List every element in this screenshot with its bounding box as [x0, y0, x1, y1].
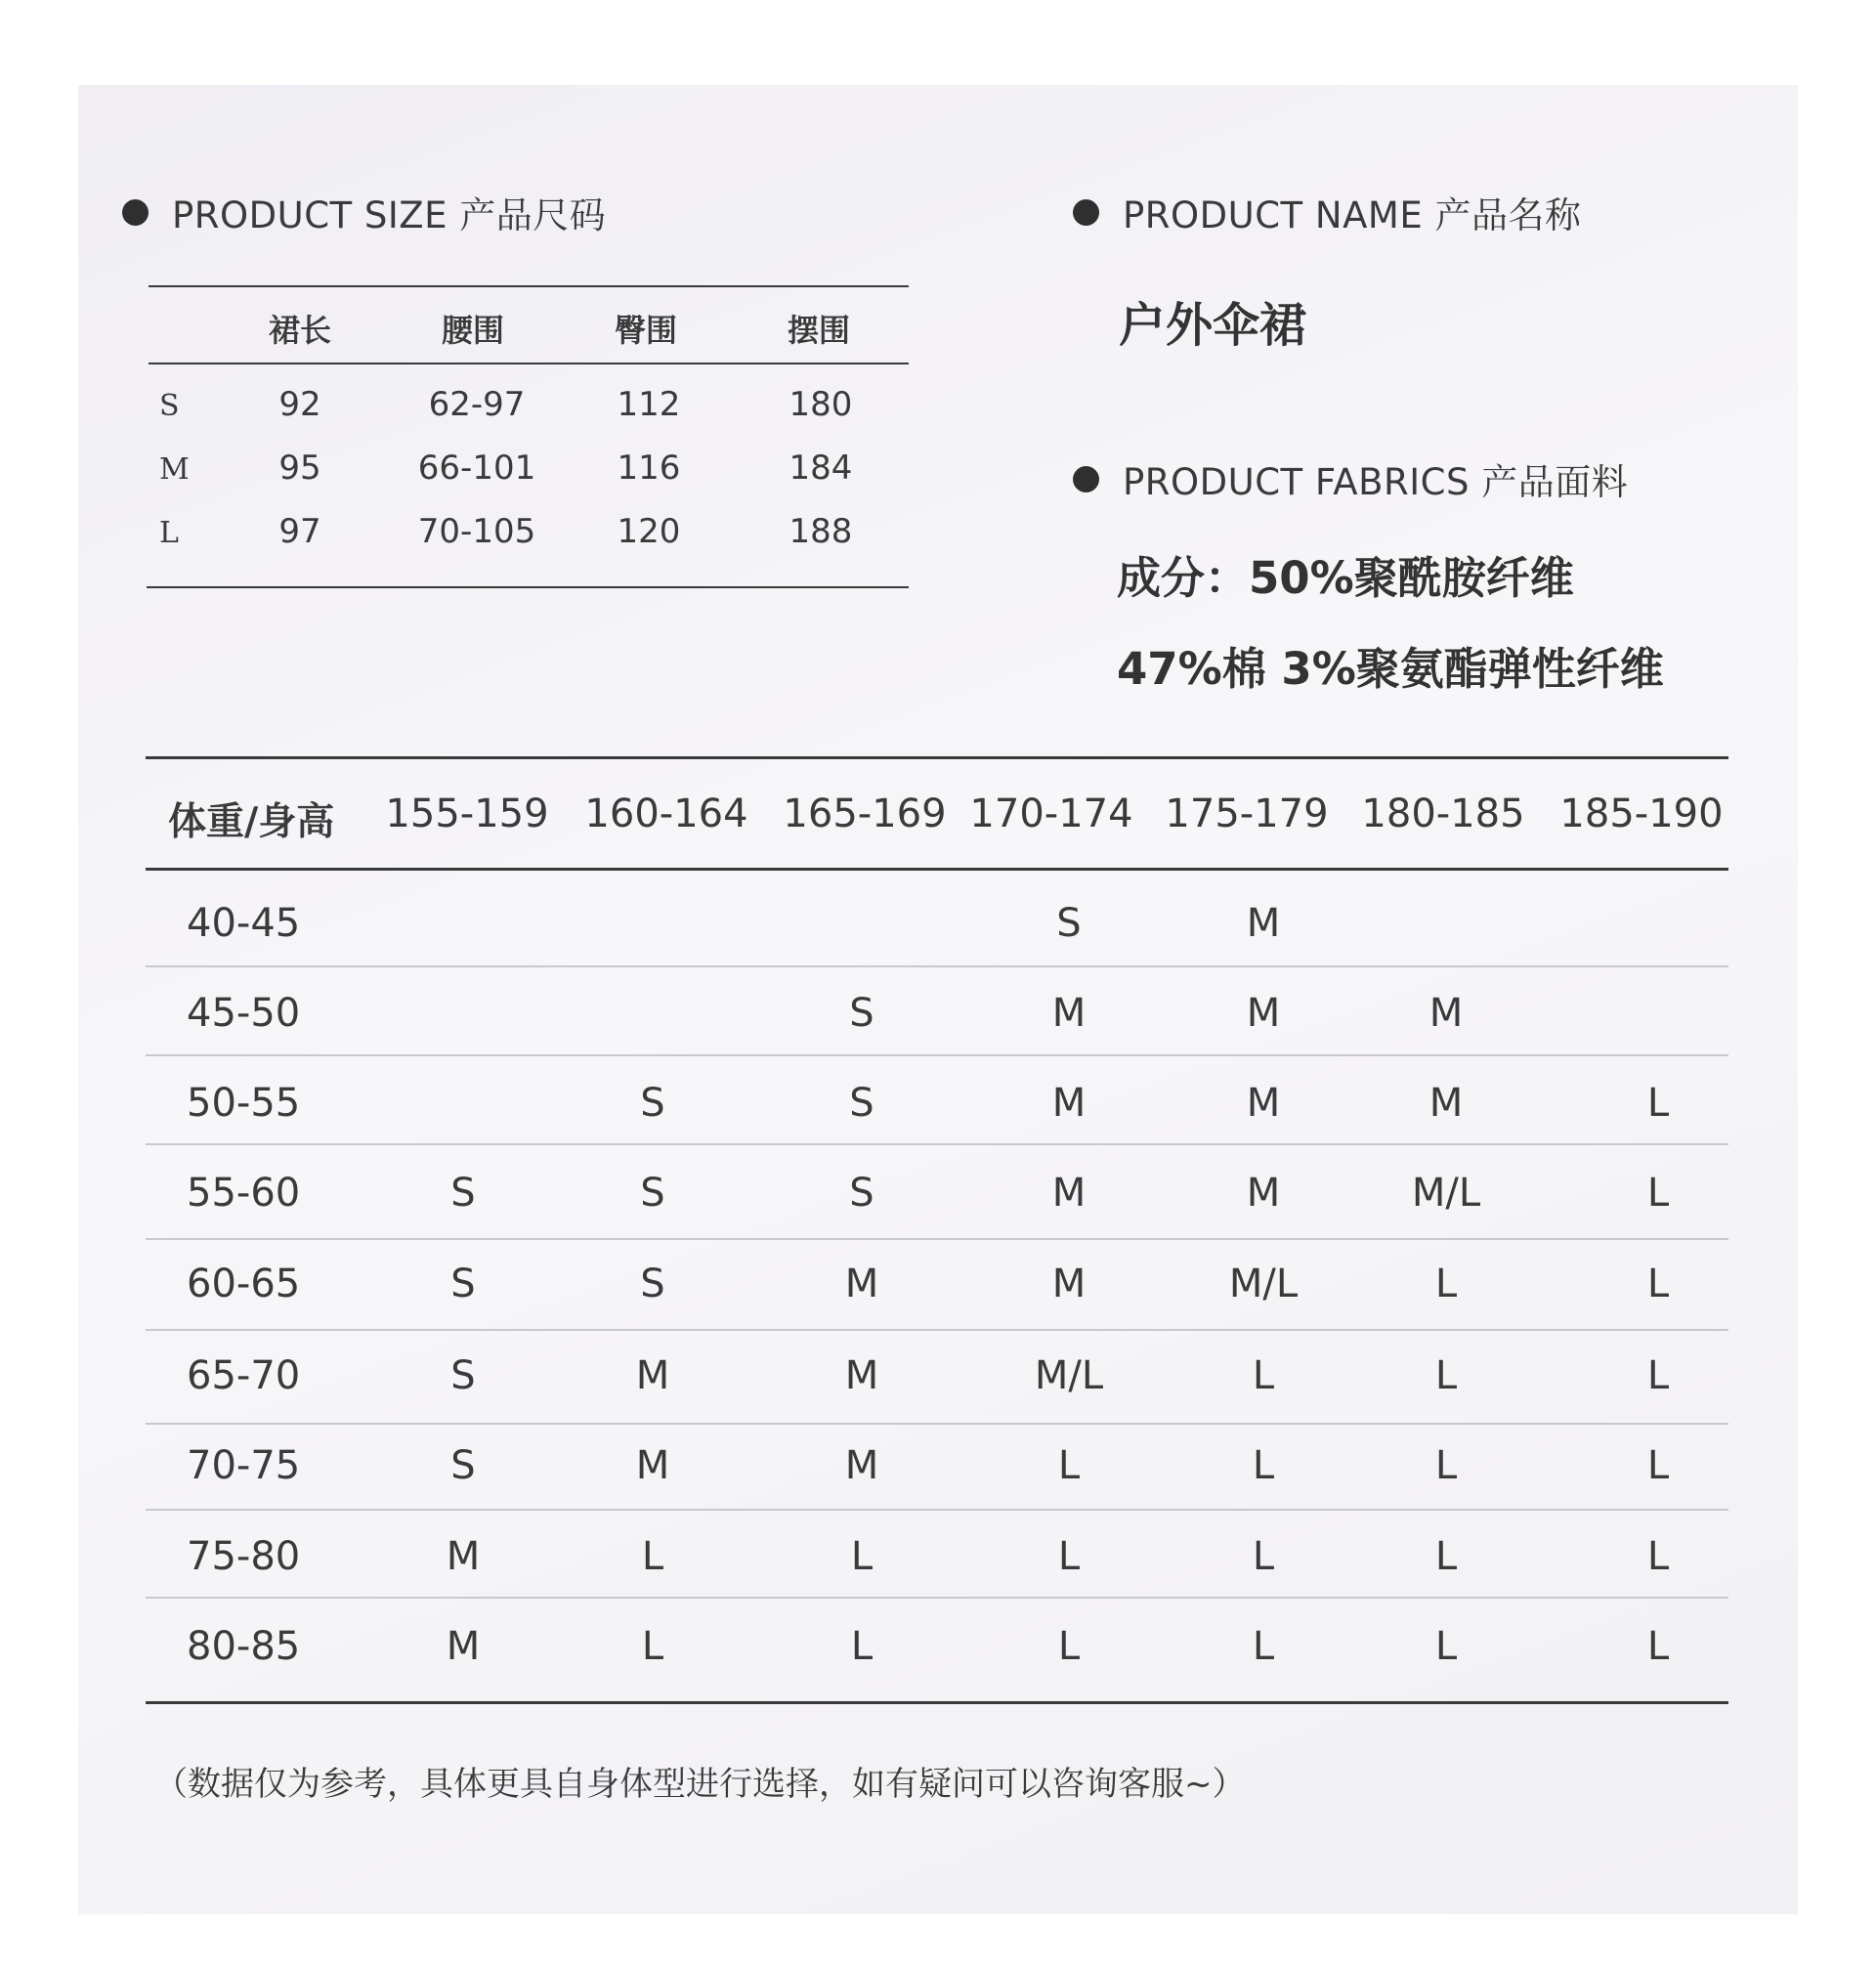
size-recommendation-cell: S — [849, 991, 874, 1036]
size-heading-text: PRODUCT SIZE 产品尺码 — [172, 194, 607, 236]
height-col-header: 175-179 — [1165, 791, 1329, 836]
size-cell: 180 — [789, 385, 853, 424]
size-recommendation-cell: L — [1646, 1443, 1670, 1488]
size-recommendation-cell: S — [849, 1171, 874, 1216]
size-recommendation-cell: M — [635, 1353, 670, 1398]
size-recommendation-cell: L — [1646, 1171, 1670, 1216]
row-divider — [146, 1329, 1728, 1331]
size-table-header-rule — [149, 363, 909, 364]
row-divider — [146, 965, 1728, 967]
size-recommendation-cell: L — [1646, 1624, 1670, 1669]
size-recommendation-cell: S — [450, 1261, 476, 1306]
size-recommendation-cell: L — [1646, 1353, 1670, 1398]
height-col-header: 165-169 — [783, 791, 947, 836]
size-row-label: M — [159, 452, 190, 487]
size-recommendation-cell: L — [1434, 1624, 1458, 1669]
size-cell: 66-101 — [417, 449, 536, 488]
row-divider — [146, 1238, 1728, 1240]
size-recommendation-cell: M/L — [1228, 1261, 1299, 1306]
height-col-header: 155-159 — [385, 791, 549, 836]
size-recommendation-cell: L — [850, 1534, 874, 1579]
row-divider — [146, 1143, 1728, 1145]
size-recommendation-cell: L — [1646, 1534, 1670, 1579]
size-recommendation-cell: L — [641, 1624, 664, 1669]
size-recommendation-cell: M — [1051, 1081, 1087, 1126]
size-cell: 62-97 — [428, 385, 526, 424]
size-recommendation-cell: M — [1051, 991, 1087, 1036]
size-cell: 184 — [789, 449, 853, 488]
recommend-table-header-rule — [146, 868, 1728, 871]
size-recommendation-cell: S — [450, 1171, 476, 1216]
size-col-header: 臀围 — [614, 312, 678, 349]
size-cell: 70-105 — [417, 512, 536, 551]
size-recommendation-cell: S — [640, 1081, 665, 1126]
size-cell: 112 — [617, 385, 681, 424]
size-recommendation-cell: L — [1252, 1353, 1275, 1398]
height-col-header: 180-185 — [1361, 791, 1525, 836]
size-recommendation-cell: S — [1056, 901, 1082, 946]
size-recommendation-cell: L — [641, 1534, 664, 1579]
size-recommendation-cell: L — [1057, 1443, 1081, 1488]
size-recommendation-cell: L — [1057, 1624, 1081, 1669]
height-col-header: 170-174 — [969, 791, 1133, 836]
size-recommendation-cell: M — [1246, 1081, 1281, 1126]
size-col-header: 裙长 — [268, 312, 332, 349]
size-recommendation-cell: M — [635, 1443, 670, 1488]
weight-label: 60-65 — [187, 1261, 301, 1306]
size-recommendation-cell: S — [450, 1443, 476, 1488]
size-recommendation-cell: L — [1434, 1353, 1458, 1398]
size-recommendation-cell: S — [450, 1353, 476, 1398]
bullet-icon — [1073, 199, 1099, 226]
weight-label: 65-70 — [187, 1353, 301, 1398]
size-recommendation-cell: L — [1646, 1081, 1670, 1126]
size-recommendation-cell: M — [446, 1534, 481, 1579]
weight-label: 70-75 — [187, 1443, 301, 1488]
size-recommendation-cell: L — [1252, 1534, 1275, 1579]
size-recommendation-cell: S — [640, 1261, 665, 1306]
weight-label: 75-80 — [187, 1534, 301, 1579]
fabric-section-heading — [1073, 452, 1628, 505]
size-cell: 120 — [617, 512, 681, 551]
product-name: 户外伞裙 — [1119, 298, 1307, 353]
fabric-composition-line-1: 成分：50%聚酰胺纤维 — [1117, 552, 1574, 604]
size-recommendation-cell: L — [1434, 1261, 1458, 1306]
size-recommendation-cell: L — [1252, 1443, 1275, 1488]
size-recommendation-cell: S — [849, 1081, 874, 1126]
size-col-header: 摆围 — [787, 312, 851, 349]
size-col-header: 腰围 — [441, 312, 505, 349]
size-recommendation-cell: L — [1057, 1534, 1081, 1579]
size-recommendation-cell: S — [640, 1171, 665, 1216]
height-col-header: 185-190 — [1559, 791, 1724, 836]
size-cell: 116 — [617, 449, 681, 488]
size-recommendation-cell: M — [1246, 901, 1281, 946]
bullet-icon — [1073, 466, 1099, 492]
size-table-top-rule — [149, 285, 909, 287]
size-recommendation-cell: M — [1246, 1171, 1281, 1216]
recommend-table-bottom-rule — [146, 1701, 1728, 1704]
size-cell: 188 — [789, 512, 853, 551]
weight-label: 45-50 — [187, 991, 301, 1036]
background-panel — [78, 85, 1798, 1914]
row-divider — [146, 1597, 1728, 1599]
size-cell: 97 — [278, 512, 321, 551]
row-divider — [146, 1423, 1728, 1425]
fabric-composition-line-2: 47%棉 3%聚氨酯弹性纤维 — [1117, 643, 1664, 695]
weight-label: 80-85 — [187, 1624, 301, 1669]
name-heading-text: PRODUCT NAME 产品名称 — [1123, 194, 1582, 236]
row-divider — [146, 1054, 1728, 1056]
size-recommendation-cell: M — [1051, 1261, 1087, 1306]
size-table-bottom-rule — [147, 586, 909, 588]
size-recommendation-cell: M — [1428, 1081, 1464, 1126]
size-recommendation-cell: M/L — [1411, 1171, 1481, 1216]
bullet-icon — [122, 199, 149, 226]
footnote: （数据仅为参考，具体更具自身体型进行选择，如有疑问可以咨询客服~） — [154, 1765, 1246, 1804]
weight-label: 40-45 — [187, 901, 301, 946]
size-row-label: S — [159, 389, 180, 423]
size-row-label: L — [159, 516, 179, 550]
size-recommendation-cell: L — [850, 1624, 874, 1669]
size-cell: 92 — [278, 385, 321, 424]
size-recommendation-cell: M — [844, 1261, 879, 1306]
size-recommendation-cell: L — [1646, 1261, 1670, 1306]
size-recommendation-cell: M — [1246, 991, 1281, 1036]
size-recommendation-cell: M — [844, 1353, 879, 1398]
size-recommendation-cell: M — [1051, 1171, 1087, 1216]
weight-label: 50-55 — [187, 1081, 301, 1126]
size-recommendation-cell: M — [844, 1443, 879, 1488]
size-recommendation-cell: M — [446, 1624, 481, 1669]
size-recommendation-cell: M/L — [1034, 1353, 1104, 1398]
size-section-heading — [122, 186, 606, 238]
height-col-header: 160-164 — [584, 791, 748, 836]
name-section-heading — [1073, 186, 1581, 238]
fabric-heading-text: PRODUCT FABRICS 产品面料 — [1123, 461, 1629, 503]
size-recommendation-cell: L — [1252, 1624, 1275, 1669]
size-recommendation-cell: L — [1434, 1534, 1458, 1579]
size-recommendation-cell: M — [1428, 991, 1464, 1036]
corner-label: 体重/身高 — [168, 800, 335, 844]
row-divider — [146, 1509, 1728, 1511]
size-recommendation-cell: L — [1434, 1443, 1458, 1488]
weight-label: 55-60 — [187, 1171, 301, 1216]
size-cell: 95 — [278, 449, 321, 488]
recommend-table-top-rule — [146, 756, 1728, 759]
